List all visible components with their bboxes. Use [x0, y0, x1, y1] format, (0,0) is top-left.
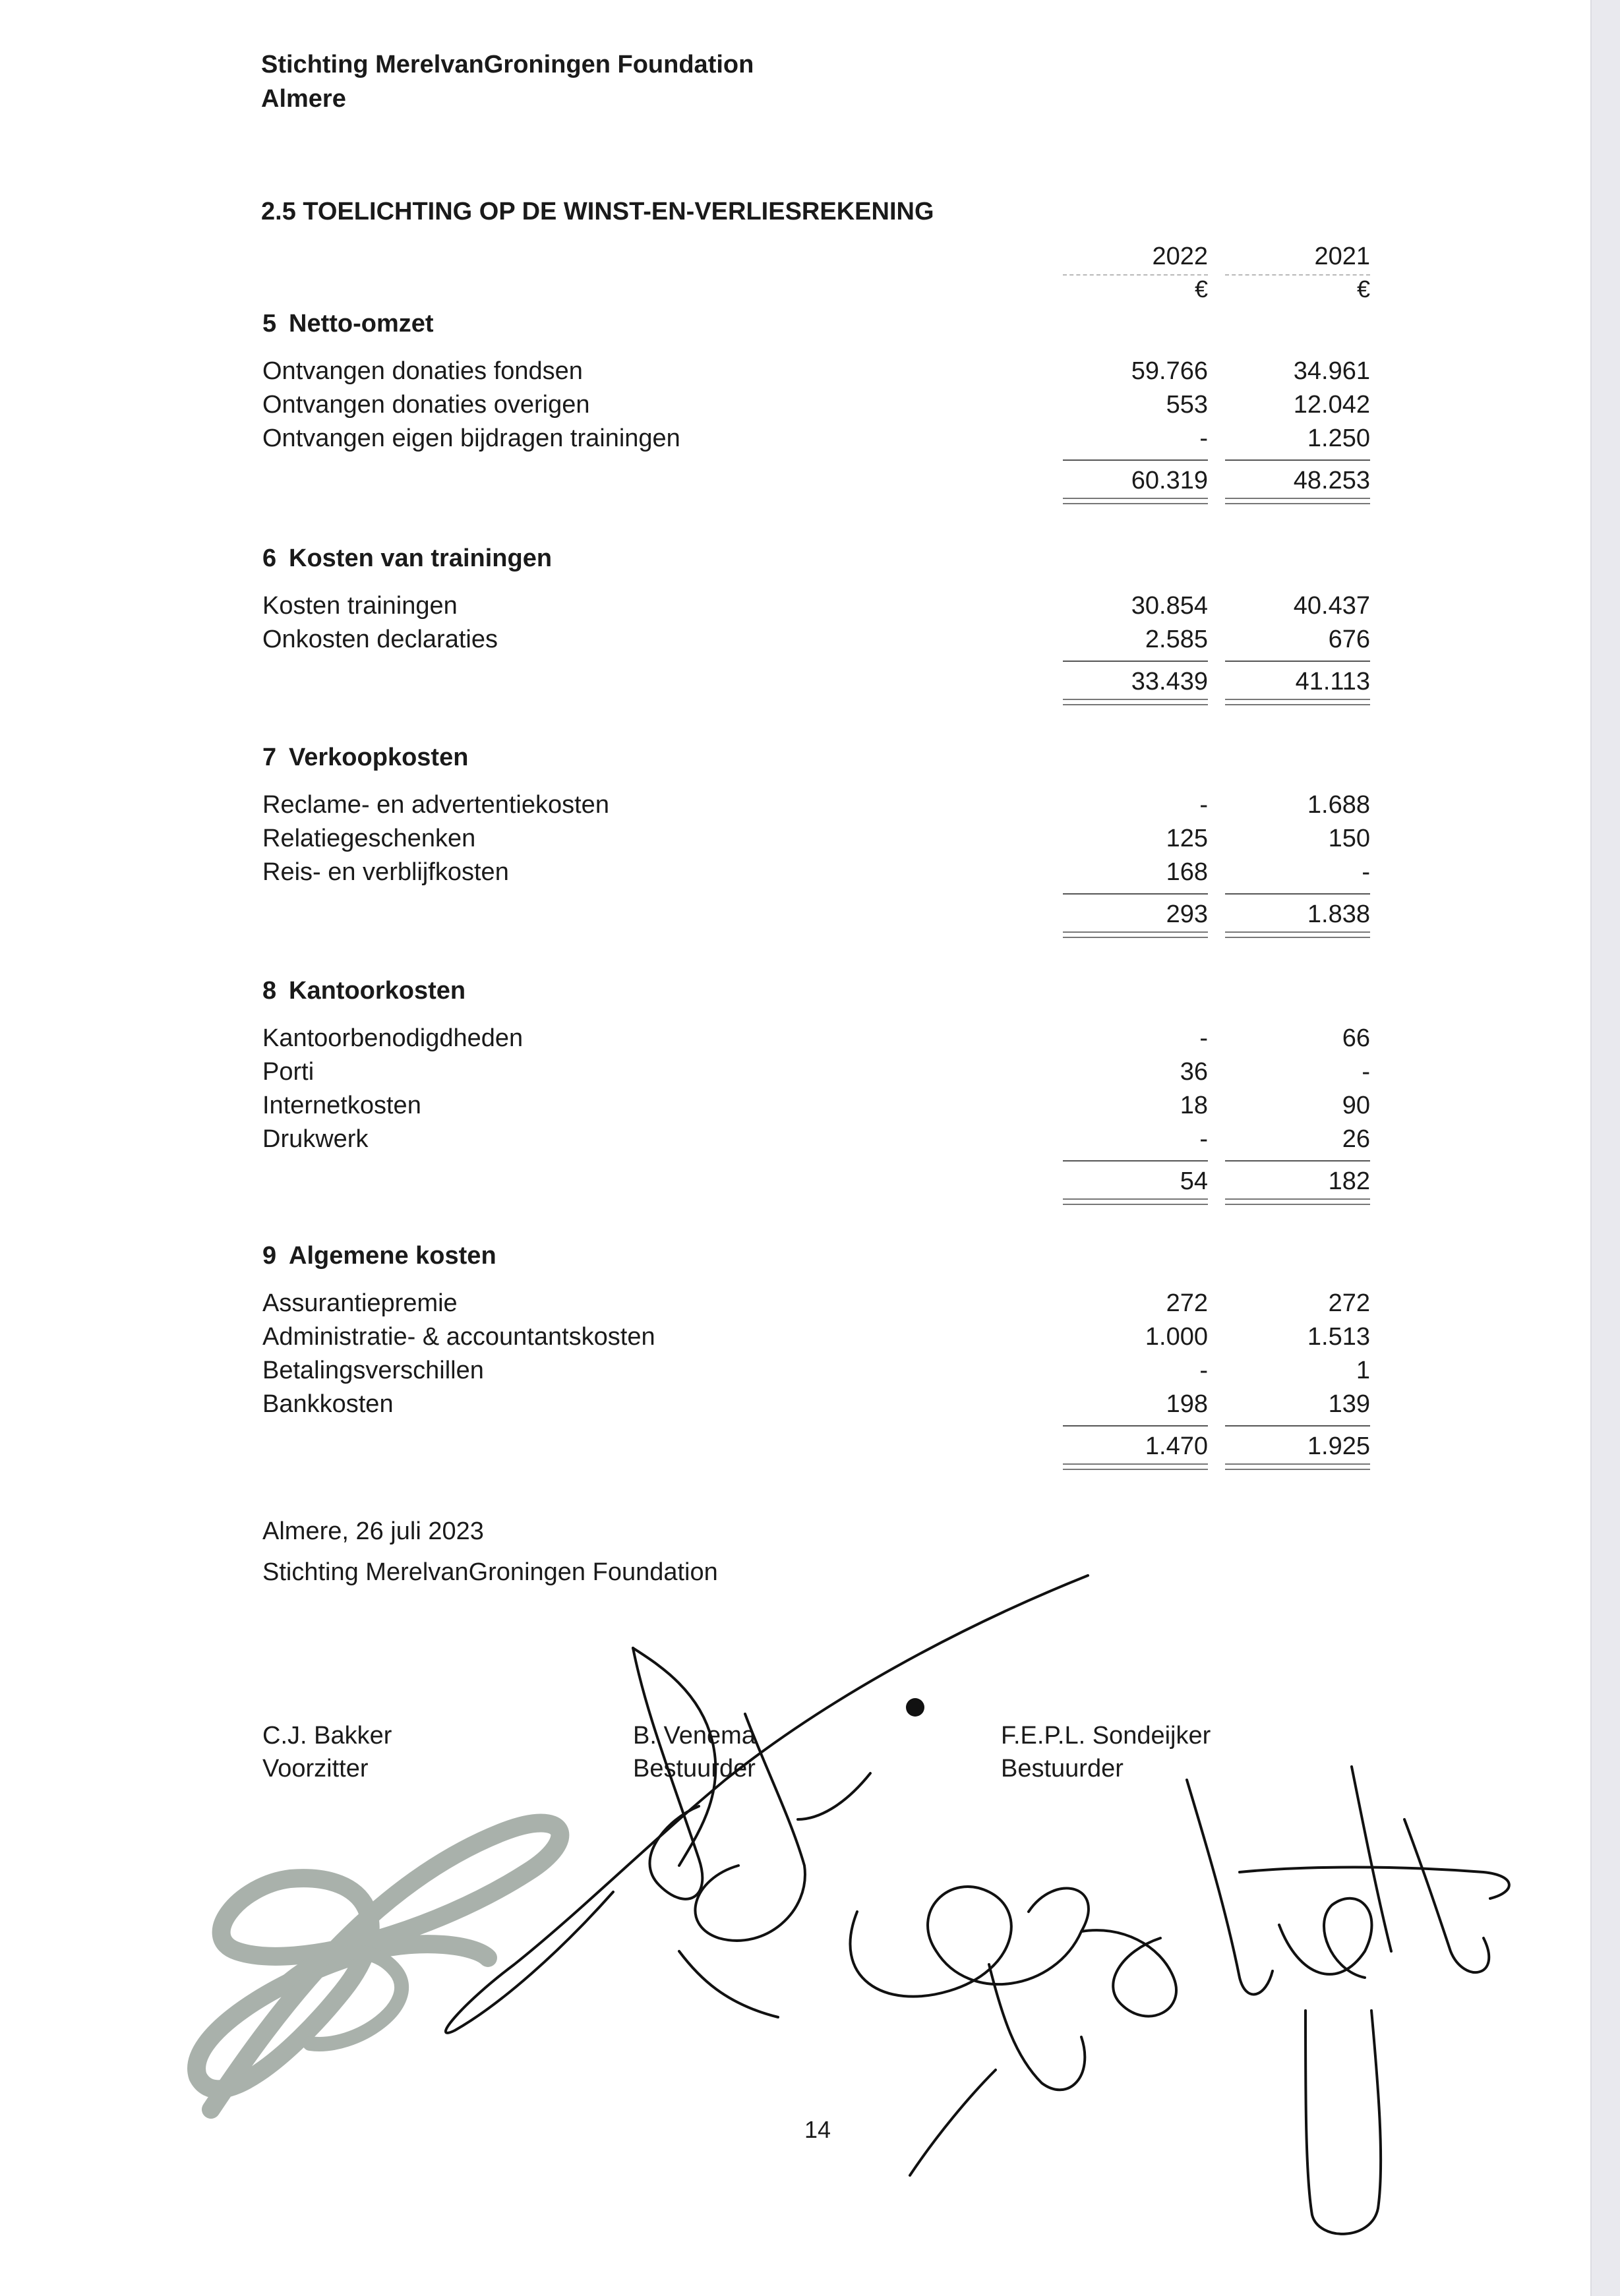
year-label: 2021	[1314, 243, 1370, 270]
total-2022: 293	[1063, 893, 1208, 934]
total-2022: 54	[1063, 1160, 1208, 1201]
note-heading: Kantoorkosten	[289, 977, 466, 1005]
value-2021: 150	[1328, 825, 1370, 852]
row-label: Internetkosten	[262, 1092, 421, 1119]
note-netto-omzet	[262, 305, 1383, 500]
row-label: Reclame- en advertentiekosten	[262, 791, 609, 819]
double-underline	[1063, 1198, 1208, 1205]
table-row	[262, 589, 1383, 623]
value-2021: 272	[1328, 1289, 1370, 1317]
table-row	[262, 388, 1383, 422]
document-header	[261, 47, 754, 116]
row-label: Bankkosten	[262, 1390, 394, 1418]
column-header-2022	[1050, 240, 1208, 306]
value-2022: -	[1199, 1125, 1208, 1153]
signatory-role: Bestuurder	[633, 1755, 756, 1782]
signatory-block	[633, 1719, 756, 1785]
table-row	[262, 1320, 1383, 1354]
double-underline	[1063, 498, 1208, 504]
value-2022: 30.854	[1131, 592, 1208, 620]
row-label: Reis- en verblijfkosten	[262, 858, 509, 886]
table-row	[262, 1089, 1383, 1123]
signature-sondeijker	[850, 1767, 1509, 2234]
row-label: Betalingsverschillen	[262, 1357, 484, 1384]
total-2021: 1.838	[1225, 893, 1370, 934]
value-2022: 59.766	[1131, 357, 1208, 385]
value-2021: 139	[1328, 1390, 1370, 1418]
column-header-rule	[1063, 274, 1208, 276]
double-underline	[1225, 931, 1370, 938]
row-label: Onkosten declaraties	[262, 626, 498, 653]
row-label: Drukwerk	[262, 1125, 369, 1153]
organization-city: Almere	[261, 85, 346, 113]
note-verkoopkosten	[262, 738, 1383, 934]
value-2021: -	[1362, 1058, 1370, 1086]
value-2022: 2.585	[1145, 626, 1208, 653]
double-underline	[1225, 699, 1370, 705]
value-2021: 12.042	[1293, 391, 1370, 419]
year-label: 2022	[1152, 243, 1208, 270]
note-title	[262, 305, 1383, 343]
value-2021: 90	[1342, 1092, 1370, 1119]
value-2022: 272	[1166, 1289, 1208, 1317]
table-row	[262, 355, 1383, 388]
value-2022: 198	[1166, 1390, 1208, 1418]
value-2022: 18	[1180, 1092, 1208, 1119]
value-2021: 1.688	[1307, 791, 1370, 819]
note-number: 7	[262, 744, 277, 771]
value-2021: 66	[1342, 1024, 1370, 1052]
table-row	[262, 1123, 1383, 1156]
note-number: 6	[262, 545, 277, 572]
value-2022: -	[1199, 1024, 1208, 1052]
note-title	[262, 972, 1383, 1010]
section-title: 2.5 TOELICHTING OP DE WINST-EN-VERLIESREKENING	[261, 198, 934, 225]
signatory-name: C.J. Bakker	[262, 1722, 392, 1750]
table-row	[262, 422, 1383, 456]
value-2021: 1.250	[1307, 425, 1370, 452]
row-label: Kosten trainingen	[262, 592, 458, 620]
table-row	[262, 1055, 1383, 1089]
value-2021: 1.513	[1307, 1323, 1370, 1351]
value-2022: 125	[1166, 825, 1208, 852]
signatory-block	[262, 1719, 392, 1785]
row-label: Ontvangen donaties fondsen	[262, 357, 583, 385]
value-2021: 40.437	[1293, 592, 1370, 620]
note-number: 9	[262, 1242, 277, 1270]
double-underline	[1225, 1463, 1370, 1470]
note-heading: Algemene kosten	[289, 1242, 496, 1270]
double-underline	[1063, 1463, 1208, 1470]
column-header-rule	[1225, 274, 1370, 276]
value-2022: -	[1199, 425, 1208, 452]
note-title	[262, 738, 1383, 777]
row-label: Relatiegeschenken	[262, 825, 476, 852]
note-title	[262, 1237, 1383, 1275]
currency-label: €	[1194, 276, 1208, 303]
foundation-name: Stichting MerelvanGroningen Foundation	[262, 1558, 718, 1586]
table-row	[262, 1388, 1383, 1421]
row-label: Administratie- & accountantskosten	[262, 1323, 655, 1351]
total-row	[262, 893, 1383, 934]
signatory-role: Voorzitter	[262, 1755, 369, 1782]
value-2022: 1.000	[1145, 1323, 1208, 1351]
table-row	[262, 1354, 1383, 1388]
total-2021: 1.925	[1225, 1425, 1370, 1466]
signatory-name: B. Venema	[633, 1722, 756, 1750]
total-2021: 182	[1225, 1160, 1370, 1201]
note-kosten-van-trainingen	[262, 539, 1383, 701]
signatory-name: F.E.P.L. Sondeijker	[1001, 1722, 1211, 1750]
double-underline	[1225, 498, 1370, 504]
note-number: 8	[262, 977, 277, 1005]
row-label: Ontvangen donaties overigen	[262, 391, 590, 419]
double-underline	[1225, 1198, 1370, 1205]
row-label: Porti	[262, 1058, 315, 1086]
total-2021: 41.113	[1225, 661, 1370, 701]
page-edge	[1590, 0, 1620, 2296]
note-heading: Netto-omzet	[289, 310, 434, 338]
value-2022: 168	[1166, 858, 1208, 886]
note-title	[262, 539, 1383, 577]
value-2022: -	[1199, 791, 1208, 819]
note-kantoorkosten	[262, 972, 1383, 1201]
table-row	[262, 1022, 1383, 1055]
page-number: 14	[804, 2116, 831, 2143]
total-2022: 33.439	[1063, 661, 1208, 701]
signatory-block	[1001, 1719, 1211, 1785]
value-2022: 553	[1166, 391, 1208, 419]
table-row	[262, 1287, 1383, 1320]
organization-name: Stichting MerelvanGroningen Foundation	[261, 51, 754, 78]
signature-bakker	[196, 1823, 560, 2109]
currency-label: €	[1356, 276, 1370, 303]
total-2022: 1.470	[1063, 1425, 1208, 1466]
total-2022: 60.319	[1063, 459, 1208, 500]
value-2021: 676	[1328, 626, 1370, 653]
note-heading: Kosten van trainingen	[289, 545, 553, 572]
table-row	[262, 788, 1383, 822]
double-underline	[1063, 699, 1208, 705]
note-algemene-kosten	[262, 1237, 1383, 1466]
signatory-role: Bestuurder	[1001, 1755, 1124, 1782]
row-label: Assurantiepremie	[262, 1289, 458, 1317]
value-2021: 34.961	[1293, 357, 1370, 385]
value-2022: 36	[1180, 1058, 1208, 1086]
value-2021: 1	[1356, 1357, 1370, 1384]
place-and-date-block	[262, 1511, 718, 1593]
table-row	[262, 856, 1383, 889]
note-heading: Verkoopkosten	[289, 744, 469, 771]
total-row	[262, 1425, 1383, 1466]
total-row	[262, 661, 1383, 701]
total-row	[262, 1160, 1383, 1201]
place-date: Almere, 26 juli 2023	[262, 1517, 484, 1545]
value-2021: 26	[1342, 1125, 1370, 1153]
row-label: Ontvangen eigen bijdragen trainingen	[262, 425, 680, 452]
table-row	[262, 822, 1383, 856]
total-2021: 48.253	[1225, 459, 1370, 500]
table-row	[262, 623, 1383, 657]
value-2022: -	[1199, 1357, 1208, 1384]
row-label: Kantoorbenodigdheden	[262, 1024, 524, 1052]
total-row	[262, 459, 1383, 500]
column-header-2021	[1212, 240, 1370, 306]
signature-venema	[446, 1575, 1088, 2033]
value-2021: -	[1362, 858, 1370, 886]
double-underline	[1063, 931, 1208, 938]
note-number: 5	[262, 310, 277, 338]
